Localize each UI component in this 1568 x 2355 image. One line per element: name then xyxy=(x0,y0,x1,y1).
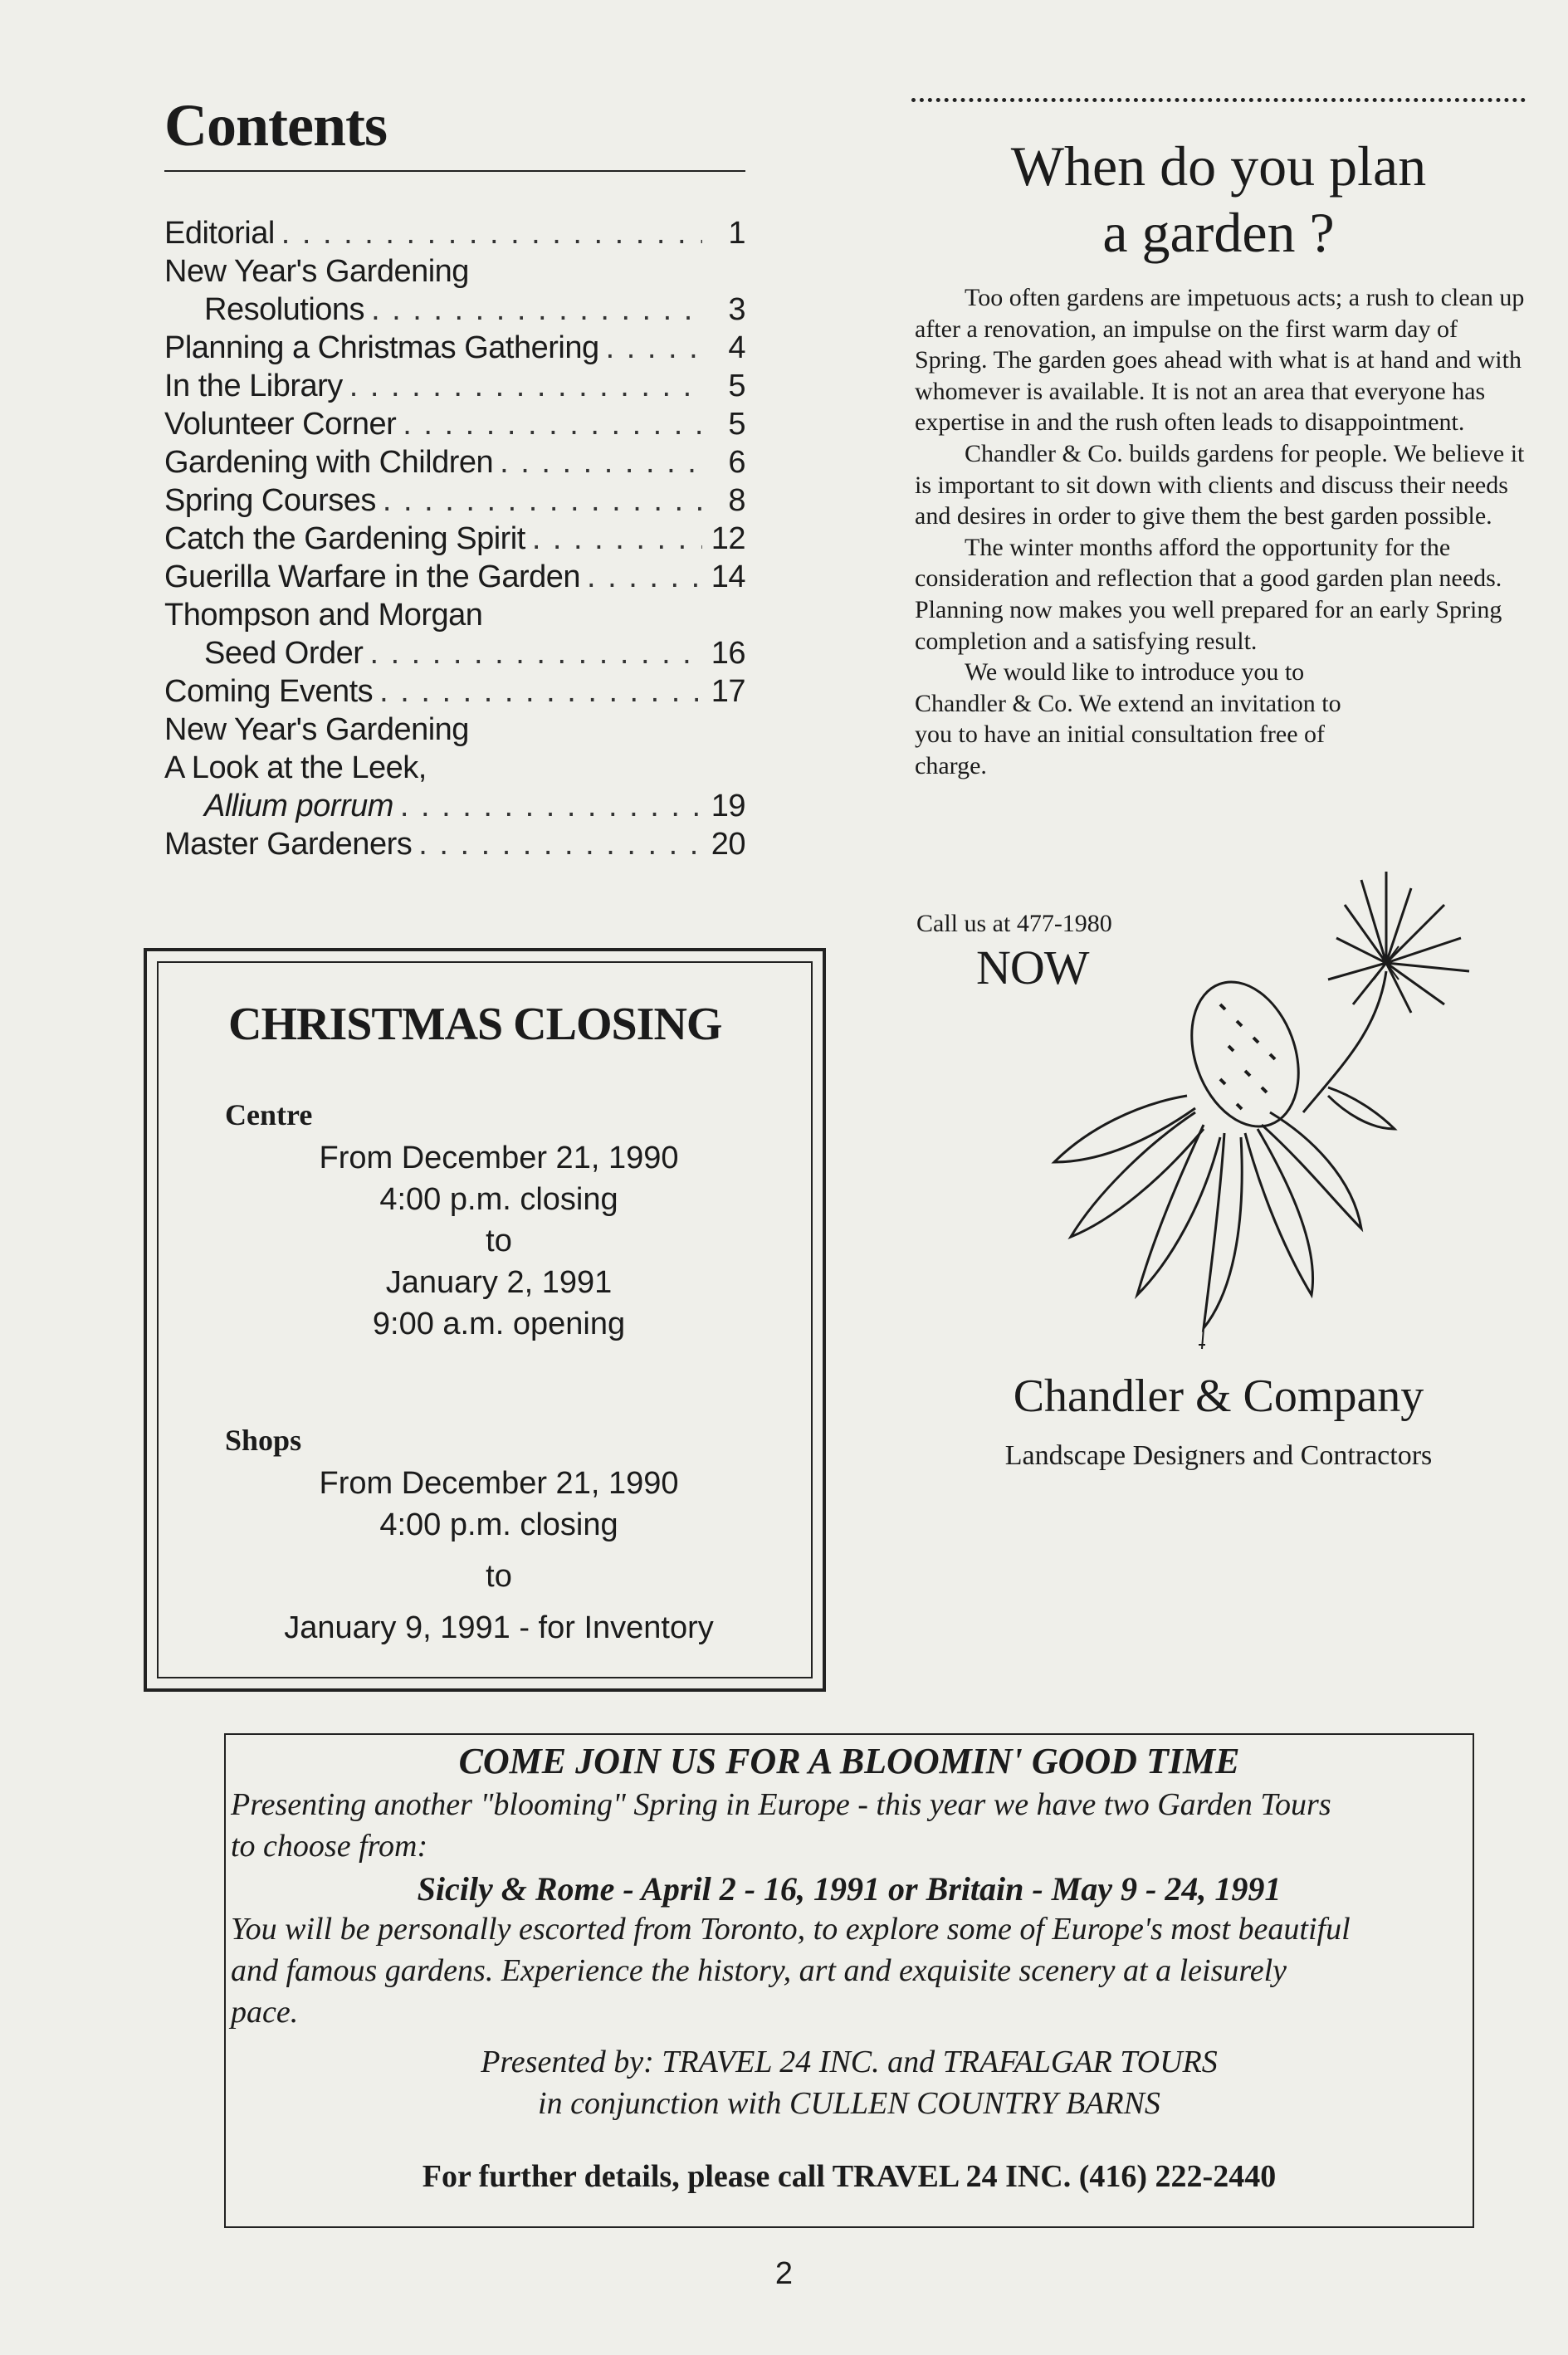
toc-entry-page: 5 xyxy=(728,407,745,442)
toc-entry-page: 19 xyxy=(711,789,745,823)
leader-dots xyxy=(281,214,702,252)
tour-contact: For further details, please call TRAVEL 24 INC. (416) 222-2440 xyxy=(422,2159,1277,2194)
contents-title: Contents xyxy=(164,92,388,159)
toc-entry-title: Master Gardeners xyxy=(164,827,413,862)
toc-entry-page: 1 xyxy=(728,216,745,251)
toc-entry-italic-title: Allium porrum xyxy=(204,789,393,823)
leader-dots xyxy=(379,672,702,711)
leader-dots xyxy=(349,367,702,405)
toc-entry[interactable] xyxy=(164,481,745,520)
tour-presented-by: Presented by: TRAVEL 24 INC. and TRAFALGAR TOURS xyxy=(481,2045,1218,2079)
toc-entry-page: 4 xyxy=(728,330,745,365)
ad-title-line: a garden ? xyxy=(1102,201,1335,264)
toc-entry[interactable] xyxy=(164,711,745,749)
shops-heading: Shops xyxy=(225,1424,302,1457)
christmas-closing-box xyxy=(144,948,826,1692)
table-of-contents xyxy=(164,214,745,863)
ad-paragraph: The winter months afford the opportunity for the consideration and reflection that a good garden plan needs. Planning now makes you well prepared for an early Spring completion and a satisfying result. xyxy=(915,533,1502,655)
contents-rule xyxy=(164,170,745,172)
shops-line: to xyxy=(486,1559,512,1594)
ad-paragraph: Too often gardens are impetuous acts; a rush to clean up after a renovation, an impulse on the first warm day of Spring. The garden goes ahead with what is at hand and with whomever is available. It is not an area that everyone has expertise in and the rush often leads to disappointment. xyxy=(915,284,1525,437)
toc-entry-title: New Year's Gardening xyxy=(164,254,469,289)
toc-entry[interactable] xyxy=(164,672,745,711)
coneflower-drawing xyxy=(996,847,1511,1361)
toc-entry-title: New Year's Gardening xyxy=(164,712,469,747)
toc-entry-page: 5 xyxy=(728,369,745,403)
toc-entry-page: 12 xyxy=(711,521,745,556)
toc-entry-page: 6 xyxy=(728,445,745,480)
tour-conjunction: in conjunction with CULLEN COUNTRY BARNS xyxy=(538,2086,1160,2121)
company-name: Chandler & Company xyxy=(1013,1370,1424,1422)
centre-line: to xyxy=(486,1224,512,1258)
leader-dots xyxy=(400,787,702,825)
toc-entry-page: 17 xyxy=(711,674,745,709)
ad-paragraph: We would like to introduce you to Chandler & Co. We extend an invitation to you to have an initial consultation free of charge. xyxy=(915,658,1341,779)
toc-entry-title: Spring Courses xyxy=(164,483,376,518)
toc-entry[interactable] xyxy=(164,367,745,405)
leaf xyxy=(1328,1087,1395,1129)
toc-entry[interactable] xyxy=(164,405,745,443)
centre-line: 4:00 p.m. closing xyxy=(379,1182,618,1217)
toc-entry-title: Editorial xyxy=(164,216,275,251)
tour-text: and famous gardens. Experience the history, art and exquisite scenery at a leisurely xyxy=(231,1953,1287,1988)
tour-text: You will be personally escorted from Toronto, to explore some of Europe's most beautiful xyxy=(231,1912,1351,1947)
call-us-phone: Call us at 477-1980 xyxy=(916,910,1112,937)
toc-entry-title: Planning a Christmas Gathering xyxy=(164,330,599,365)
toc-entry-title: Guerilla Warfare in the Garden xyxy=(164,559,581,594)
toc-entry-title: Gardening with Children xyxy=(164,445,494,480)
leader-dots xyxy=(500,443,702,481)
toc-entry-page: 3 xyxy=(728,292,745,327)
christmas-closing-inner-frame xyxy=(157,961,813,1678)
company-tagline: Landscape Designers and Contractors xyxy=(1004,1440,1433,1471)
garden-tour-box xyxy=(224,1733,1474,2228)
shops-line: From December 21, 1990 xyxy=(319,1466,679,1501)
tour-dates: Sicily & Rome - April 2 - 16, 1991 or Britain - May 9 - 24, 1991 xyxy=(417,1870,1282,1908)
ad-dotted-rule xyxy=(911,98,1526,102)
tour-heading: COME JOIN US FOR A BLOOMIN' GOOD TIME xyxy=(458,1741,1240,1781)
flower-cone xyxy=(1173,967,1317,1141)
ad-title xyxy=(911,133,1526,266)
toc-entry[interactable] xyxy=(164,520,745,558)
toc-entry-title: Coming Events xyxy=(164,674,374,709)
shops-line: 4:00 p.m. closing xyxy=(379,1507,618,1542)
toc-entry-title: Resolutions xyxy=(204,292,365,327)
shops-line: January 9, 1991 - for Inventory xyxy=(284,1610,714,1645)
toc-entry[interactable] xyxy=(164,749,745,787)
leader-dots xyxy=(418,825,702,863)
toc-entry-page: 14 xyxy=(711,559,745,594)
centre-line: From December 21, 1990 xyxy=(319,1141,679,1175)
ad-paragraph: Chandler & Co. builds gardens for people. We believe it is important to sit down with clients and discuss their needs and desires in order to give them the best garden possible. xyxy=(915,439,1525,530)
flower-stem xyxy=(1303,971,1386,1112)
tour-text: to choose from: xyxy=(231,1829,428,1864)
leader-dots xyxy=(532,520,702,558)
toc-entry[interactable] xyxy=(164,214,745,252)
toc-entry[interactable] xyxy=(164,596,745,634)
drooping-petals xyxy=(1054,1096,1361,1328)
ad-title-line: When do you plan xyxy=(1010,134,1427,198)
toc-entry[interactable] xyxy=(164,825,745,863)
toc-entry-title: Thompson and Morgan xyxy=(164,598,483,633)
toc-entry-title: Catch the Gardening Spirit xyxy=(164,521,525,556)
centre-line: January 2, 1991 xyxy=(385,1265,613,1300)
toc-entry[interactable] xyxy=(164,329,745,367)
toc-entry-page: 20 xyxy=(711,827,745,862)
toc-entry[interactable] xyxy=(164,634,745,672)
toc-entry-title: In the Library xyxy=(164,369,343,403)
toc-entry[interactable] xyxy=(164,252,745,291)
leader-dots xyxy=(606,329,702,367)
toc-entry-title: Volunteer Corner xyxy=(164,407,397,442)
spiky-flower-head xyxy=(1328,872,1469,1013)
page-number: 2 xyxy=(774,2256,794,2291)
centre-line: 9:00 a.m. opening xyxy=(372,1307,626,1341)
leader-dots xyxy=(403,405,702,443)
leader-dots xyxy=(369,634,702,672)
toc-entry-title xyxy=(204,787,393,825)
tour-text: pace. xyxy=(231,1995,299,2030)
tour-text: Presenting another "blooming" Spring in Europe - this year we have two Garden Tours xyxy=(231,1787,1331,1822)
toc-entry[interactable] xyxy=(164,443,745,481)
toc-entry-title: A Look at the Leek, xyxy=(164,750,427,785)
toc-entry-page: 16 xyxy=(711,636,745,671)
ad-body xyxy=(915,282,1529,782)
christmas-closing-title: CHRISTMAS CLOSING xyxy=(228,999,722,1050)
now-text: NOW xyxy=(976,941,1089,994)
leader-dots xyxy=(587,558,702,596)
leader-dots xyxy=(383,481,702,520)
toc-entry-title: Seed Order xyxy=(204,636,364,671)
centre-heading: Centre xyxy=(225,1098,313,1131)
leader-dots xyxy=(371,291,702,329)
toc-entry[interactable] xyxy=(164,787,745,825)
toc-entry[interactable] xyxy=(164,558,745,596)
toc-entry[interactable] xyxy=(164,291,745,329)
toc-entry-page: 8 xyxy=(728,483,745,518)
